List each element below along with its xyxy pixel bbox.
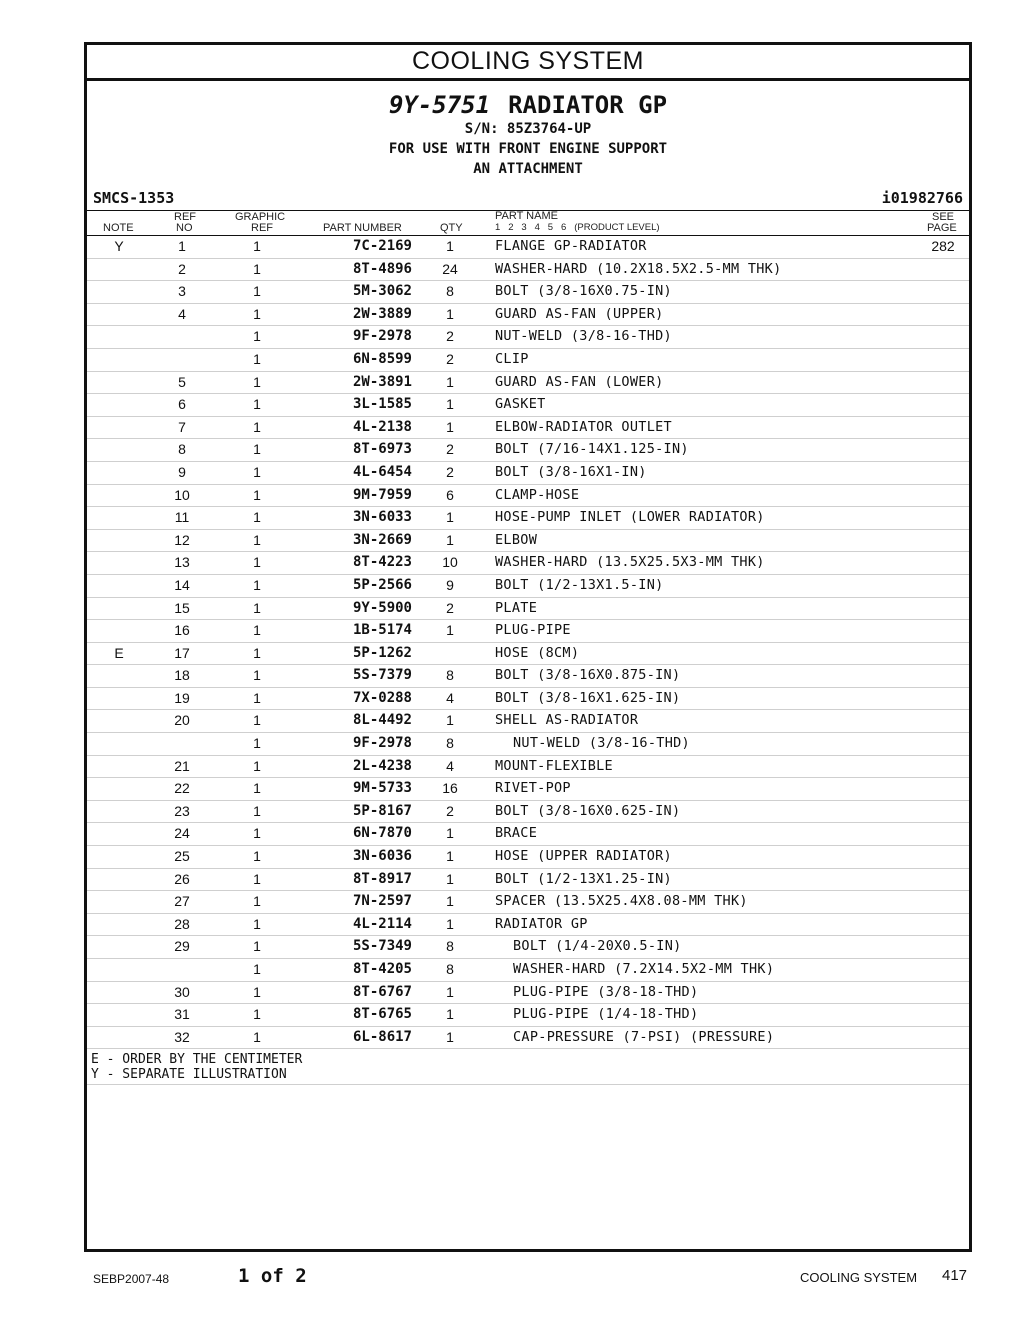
part-name-cell: RIVET-POP xyxy=(495,780,571,797)
part-number-cell: 5S-7349 xyxy=(352,938,412,955)
ref-number-cell: 25 xyxy=(174,848,190,865)
quantity-cell: 1 xyxy=(446,305,454,322)
part-number-cell: 8T-6767 xyxy=(352,983,412,1000)
header-see-bottom: PAGE xyxy=(927,222,957,234)
table-row xyxy=(87,552,969,575)
table-row xyxy=(87,710,969,733)
part-number-cell: 3N-6036 xyxy=(352,848,412,865)
part-number-cell: 6L-8617 xyxy=(352,1028,412,1045)
smcs-code: SMCS-1353 xyxy=(93,189,175,207)
quantity-cell: 8 xyxy=(446,735,454,752)
quantity-cell: 1 xyxy=(446,373,454,390)
part-number-cell: 5P-2566 xyxy=(352,576,412,593)
part-number-cell: 8T-4223 xyxy=(352,554,412,571)
graphic-ref-cell: 1 xyxy=(253,599,261,616)
ref-number-cell: 5 xyxy=(178,373,186,390)
graphic-ref-cell: 1 xyxy=(253,938,261,955)
graphic-ref-cell: 1 xyxy=(253,893,261,910)
ref-number-cell: 23 xyxy=(174,802,190,819)
part-number-cell: 2W-3889 xyxy=(352,305,412,322)
part-name-cell: FLANGE GP-RADIATOR xyxy=(495,238,647,254)
ref-number-cell: 31 xyxy=(174,1006,190,1023)
graphic-ref-cell: 1 xyxy=(253,554,261,571)
quantity-cell: 1 xyxy=(446,848,454,865)
quantity-cell: 2 xyxy=(446,350,454,367)
part-name-cell: PLUG-PIPE (1/4-18-THD) xyxy=(513,1006,699,1023)
ref-number-cell: 21 xyxy=(174,757,190,774)
ref-number-cell: 28 xyxy=(174,915,190,932)
smcs-row xyxy=(87,188,969,211)
header-part-number: PART NUMBER xyxy=(323,222,402,234)
graphic-ref-cell: 1 xyxy=(253,1006,261,1023)
group-title xyxy=(87,91,969,119)
quantity-cell: 16 xyxy=(442,780,458,797)
serial-number: S/N: 85Z3764-UP xyxy=(464,121,592,137)
part-number-cell: 8T-6973 xyxy=(352,441,412,458)
part-number-cell: 2L-4238 xyxy=(352,757,412,774)
part-name-cell: BRACE xyxy=(495,825,538,842)
quantity-cell: 2 xyxy=(446,802,454,819)
attachment-line: AN ATTACHMENT xyxy=(473,161,583,177)
quantity-cell: 1 xyxy=(446,531,454,548)
graphic-ref-cell: 1 xyxy=(253,802,261,819)
part-name-cell: HOSE-PUMP INLET (LOWER RADIATOR) xyxy=(495,509,765,526)
graphic-ref-cell: 1 xyxy=(253,373,261,390)
part-name-cell: HOSE (UPPER RADIATOR) xyxy=(495,848,672,865)
graphic-ref-cell: 1 xyxy=(253,780,261,797)
graphic-ref-cell: 1 xyxy=(253,418,261,435)
part-name-cell: BOLT (3/8-16X0.875-IN) xyxy=(495,667,681,684)
quantity-cell: 4 xyxy=(446,757,454,774)
ref-number-cell: 17 xyxy=(174,644,190,661)
quantity-cell: 2 xyxy=(446,599,454,616)
part-number-cell: 4L-6454 xyxy=(352,463,412,480)
part-number-cell: 7X-0288 xyxy=(352,689,412,706)
section-title: COOLING SYSTEM xyxy=(87,45,969,81)
graphic-ref-cell: 1 xyxy=(253,1028,261,1045)
part-number-cell: 3N-6033 xyxy=(352,509,412,526)
part-number-cell: 5P-1262 xyxy=(352,644,412,661)
column-headers xyxy=(87,211,969,236)
header-qty: QTY xyxy=(440,222,463,234)
table-row xyxy=(87,575,969,598)
part-name-cell: SPACER (13.5X25.4X8.08-MM THK) xyxy=(495,893,748,910)
part-name-cell: NUT-WELD (3/8-16-THD) xyxy=(495,328,672,345)
part-number-cell: 8T-4205 xyxy=(352,961,412,977)
ref-number-cell: 13 xyxy=(174,554,190,571)
table-row xyxy=(87,485,969,508)
part-name-cell: WASHER-HARD (10.2X18.5X2.5-MM THK) xyxy=(495,260,782,277)
part-name-cell: ELBOW-RADIATOR OUTLET xyxy=(495,418,672,435)
ref-number-cell: 1 xyxy=(178,238,186,254)
table-row xyxy=(87,959,969,982)
ref-number-cell: 9 xyxy=(178,463,186,480)
quantity-cell: 2 xyxy=(446,441,454,458)
quantity-cell: 1 xyxy=(446,396,454,413)
quantity-cell: 2 xyxy=(446,328,454,345)
table-row xyxy=(87,1004,969,1027)
part-name-cell: BOLT (1/2-13X1.25-IN) xyxy=(495,870,672,887)
part-name-cell: MOUNT-FLEXIBLE xyxy=(495,757,613,774)
ref-number-cell: 18 xyxy=(174,667,190,684)
table-row xyxy=(87,778,969,801)
part-name-cell: NUT-WELD (3/8-16-THD) xyxy=(513,735,690,752)
part-name-cell: RADIATOR GP xyxy=(495,915,588,932)
graphic-ref-cell: 1 xyxy=(253,486,261,503)
graphic-ref-cell: 1 xyxy=(253,712,261,729)
footer-page-of: 1 of 2 xyxy=(238,1265,307,1287)
table-row xyxy=(87,372,969,395)
part-number-cell: 3L-1585 xyxy=(352,396,412,413)
ref-number-cell: 2 xyxy=(178,260,186,277)
illustration-id: i01982766 xyxy=(881,189,963,207)
quantity-cell: 1 xyxy=(446,893,454,910)
quantity-cell: 1 xyxy=(446,1006,454,1023)
see-page-cell: 282 xyxy=(931,238,955,254)
quantity-cell: 8 xyxy=(446,667,454,684)
table-row xyxy=(87,281,969,304)
part-number-cell: 8T-4896 xyxy=(352,260,412,277)
quantity-cell: 6 xyxy=(446,486,454,503)
note-cell: E xyxy=(114,644,124,661)
graphic-ref-cell: 1 xyxy=(253,576,261,593)
note-y: Y - SEPARATE ILLUSTRATION xyxy=(91,1067,287,1083)
graphic-ref-cell: 1 xyxy=(253,260,261,277)
graphic-ref-cell: 1 xyxy=(253,531,261,548)
table-row xyxy=(87,982,969,1005)
ref-number-cell: 6 xyxy=(178,396,186,413)
quantity-cell: 1 xyxy=(446,915,454,932)
graphic-ref-cell: 1 xyxy=(253,644,261,661)
footer-page-number: 417 xyxy=(942,1267,968,1284)
footer-section: COOLING SYSTEM xyxy=(800,1270,918,1285)
quantity-cell: 1 xyxy=(446,509,454,526)
ref-number-cell: 3 xyxy=(178,283,186,300)
group-number: 9Y-5751 xyxy=(388,91,491,119)
quantity-cell: 1 xyxy=(446,418,454,435)
table-row xyxy=(87,326,969,349)
graphic-ref-cell: 1 xyxy=(253,870,261,887)
header-see-top: SEE xyxy=(932,211,955,223)
graphic-ref-cell: 1 xyxy=(253,396,261,413)
part-name-cell: PLATE xyxy=(495,599,538,616)
part-number-cell: 6N-8599 xyxy=(352,350,412,367)
part-number-cell: 8T-8917 xyxy=(352,870,412,887)
quantity-cell: 2 xyxy=(446,463,454,480)
table-row xyxy=(87,801,969,824)
table-row xyxy=(87,259,969,282)
part-number-cell: 9M-7959 xyxy=(352,486,412,503)
part-name-cell: BOLT (1/4-20X0.5-IN) xyxy=(513,938,682,955)
parts-table xyxy=(87,236,969,1049)
parts-sheet xyxy=(84,42,972,1252)
part-name-cell: BOLT (3/8-16X1-IN) xyxy=(495,463,647,480)
usage-line: FOR USE WITH FRONT ENGINE SUPPORT xyxy=(388,141,668,157)
ref-number-cell: 24 xyxy=(174,825,190,842)
part-name-cell: BOLT (1/2-13X1.5-IN) xyxy=(495,576,664,593)
ref-number-cell: 10 xyxy=(174,486,190,503)
ref-number-cell: 30 xyxy=(174,983,190,1000)
table-row xyxy=(87,869,969,892)
table-row xyxy=(87,620,969,643)
notes-legend xyxy=(87,1049,969,1085)
table-row xyxy=(87,756,969,779)
part-name-cell: PLUG-PIPE xyxy=(495,622,571,639)
table-row xyxy=(87,349,969,372)
graphic-ref-cell: 1 xyxy=(253,825,261,842)
table-row xyxy=(87,598,969,621)
table-row xyxy=(87,733,969,756)
part-name-cell: BOLT (7/16-14X1.125-IN) xyxy=(495,441,689,458)
table-row xyxy=(87,304,969,327)
table-row xyxy=(87,846,969,869)
ref-number-cell: 29 xyxy=(174,938,190,955)
ref-number-cell: 11 xyxy=(174,509,190,526)
part-number-cell: 8L-4492 xyxy=(352,712,412,729)
ref-number-cell: 7 xyxy=(178,418,186,435)
part-name-cell: ELBOW xyxy=(495,531,538,548)
quantity-cell: 1 xyxy=(446,622,454,639)
part-name-cell: CAP-PRESSURE (7-PSI) (PRESSURE) xyxy=(513,1028,775,1045)
header-note: NOTE xyxy=(103,222,134,234)
table-row xyxy=(87,530,969,553)
quantity-cell: 1 xyxy=(446,238,454,254)
graphic-ref-cell: 1 xyxy=(253,350,261,367)
ref-number-cell: 22 xyxy=(174,780,190,797)
footer-doc-id: SEBP2007-48 xyxy=(93,1272,170,1286)
quantity-cell: 8 xyxy=(446,961,454,977)
part-number-cell: 3N-2669 xyxy=(352,531,412,548)
graphic-ref-cell: 1 xyxy=(253,305,261,322)
part-name-cell: GUARD AS-FAN (UPPER) xyxy=(495,305,664,322)
part-number-cell: 6N-7870 xyxy=(352,825,412,842)
graphic-ref-cell: 1 xyxy=(253,915,261,932)
page-footer xyxy=(0,1262,1020,1292)
graphic-ref-cell: 1 xyxy=(253,509,261,526)
part-name-cell: SHELL AS-RADIATOR xyxy=(495,712,639,729)
ref-number-cell: 4 xyxy=(178,305,186,322)
graphic-ref-cell: 1 xyxy=(253,735,261,752)
graphic-ref-cell: 1 xyxy=(253,283,261,300)
table-row xyxy=(87,439,969,462)
ref-number-cell: 26 xyxy=(174,870,190,887)
table-row xyxy=(87,462,969,485)
ref-number-cell: 19 xyxy=(174,689,190,706)
quantity-cell: 1 xyxy=(446,825,454,842)
note-cell: Y xyxy=(114,238,124,254)
graphic-ref-cell: 1 xyxy=(253,689,261,706)
quantity-cell: 9 xyxy=(446,576,454,593)
header-product-levels: 1 2 3 4 5 6 (PRODUCT LEVEL) xyxy=(495,222,660,233)
graphic-ref-cell: 1 xyxy=(253,757,261,774)
header-graphic-top: GRAPHIC xyxy=(235,211,286,223)
header-graphic-bottom: REF xyxy=(251,222,273,234)
part-number-cell: 9F-2978 xyxy=(352,328,412,345)
quantity-cell: 4 xyxy=(446,689,454,706)
part-number-cell: 8T-6765 xyxy=(352,1006,412,1023)
note-e: E - ORDER BY THE CENTIMETER xyxy=(91,1052,303,1068)
ref-number-cell: 20 xyxy=(174,712,190,729)
header-part-name: PART NAME xyxy=(495,210,558,222)
graphic-ref-cell: 1 xyxy=(253,983,261,1000)
quantity-cell: 1 xyxy=(446,1028,454,1045)
ref-number-cell: 15 xyxy=(174,599,190,616)
table-row xyxy=(87,394,969,417)
graphic-ref-cell: 1 xyxy=(253,328,261,345)
header-ref-bottom: NO xyxy=(176,222,193,234)
graphic-ref-cell: 1 xyxy=(253,238,261,254)
ref-number-cell: 12 xyxy=(174,531,190,548)
part-number-cell: 5M-3062 xyxy=(352,283,412,300)
part-number-cell: 9M-5733 xyxy=(352,780,412,797)
ref-number-cell: 16 xyxy=(174,622,190,639)
table-row xyxy=(87,823,969,846)
graphic-ref-cell: 1 xyxy=(253,961,261,977)
part-number-cell: 5S-7379 xyxy=(352,667,412,684)
part-name-cell: BOLT (3/8-16X0.625-IN) xyxy=(495,802,681,819)
ref-number-cell: 14 xyxy=(174,576,190,593)
part-name-cell: GASKET xyxy=(495,396,546,413)
graphic-ref-cell: 1 xyxy=(253,667,261,684)
table-row xyxy=(87,665,969,688)
part-number-cell: 5P-8167 xyxy=(352,802,412,819)
part-number-cell: 9Y-5900 xyxy=(352,599,412,616)
part-number-cell: 4L-2114 xyxy=(352,915,412,932)
part-number-cell: 7C-2169 xyxy=(352,238,412,254)
part-number-cell: 1B-5174 xyxy=(352,622,412,639)
part-number-cell: 4L-2138 xyxy=(352,418,412,435)
ref-number-cell: 32 xyxy=(174,1028,190,1045)
graphic-ref-cell: 1 xyxy=(253,848,261,865)
part-name-cell: WASHER-HARD (13.5X25.5X3-MM THK) xyxy=(495,554,765,571)
quantity-cell: 1 xyxy=(446,712,454,729)
part-name-cell: BOLT (3/8-16X0.75-IN) xyxy=(495,283,672,300)
part-name-cell: GUARD AS-FAN (LOWER) xyxy=(495,373,664,390)
part-name-cell: BOLT (3/8-16X1.625-IN) xyxy=(495,689,681,706)
part-number-cell: 7N-2597 xyxy=(352,893,412,910)
table-row xyxy=(87,1027,969,1050)
quantity-cell: 10 xyxy=(442,554,458,571)
quantity-cell: 8 xyxy=(446,938,454,955)
table-row xyxy=(87,507,969,530)
part-name-cell: WASHER-HARD (7.2X14.5X2-MM THK) xyxy=(513,961,775,977)
header-ref-top: REF xyxy=(174,211,196,223)
graphic-ref-cell: 1 xyxy=(253,441,261,458)
part-number-cell: 9F-2978 xyxy=(352,735,412,752)
table-row xyxy=(87,417,969,440)
table-row xyxy=(87,643,969,666)
ref-number-cell: 8 xyxy=(178,441,186,458)
table-row xyxy=(87,936,969,959)
table-row xyxy=(87,236,969,259)
part-name-cell: CLIP xyxy=(495,350,529,367)
quantity-cell: 24 xyxy=(442,260,458,277)
graphic-ref-cell: 1 xyxy=(253,622,261,639)
quantity-cell: 1 xyxy=(446,870,454,887)
graphic-ref-cell: 1 xyxy=(253,463,261,480)
table-row xyxy=(87,914,969,937)
quantity-cell: 8 xyxy=(446,283,454,300)
part-name-cell: CLAMP-HOSE xyxy=(495,486,580,503)
table-row xyxy=(87,688,969,711)
part-number-cell: 2W-3891 xyxy=(352,373,412,390)
part-name-cell: HOSE (8CM) xyxy=(495,644,580,661)
part-name-cell: PLUG-PIPE (3/8-18-THD) xyxy=(513,983,699,1000)
group-name: RADIATOR GP xyxy=(508,91,668,119)
quantity-cell: 1 xyxy=(446,983,454,1000)
table-row xyxy=(87,891,969,914)
ref-number-cell: 27 xyxy=(174,893,190,910)
